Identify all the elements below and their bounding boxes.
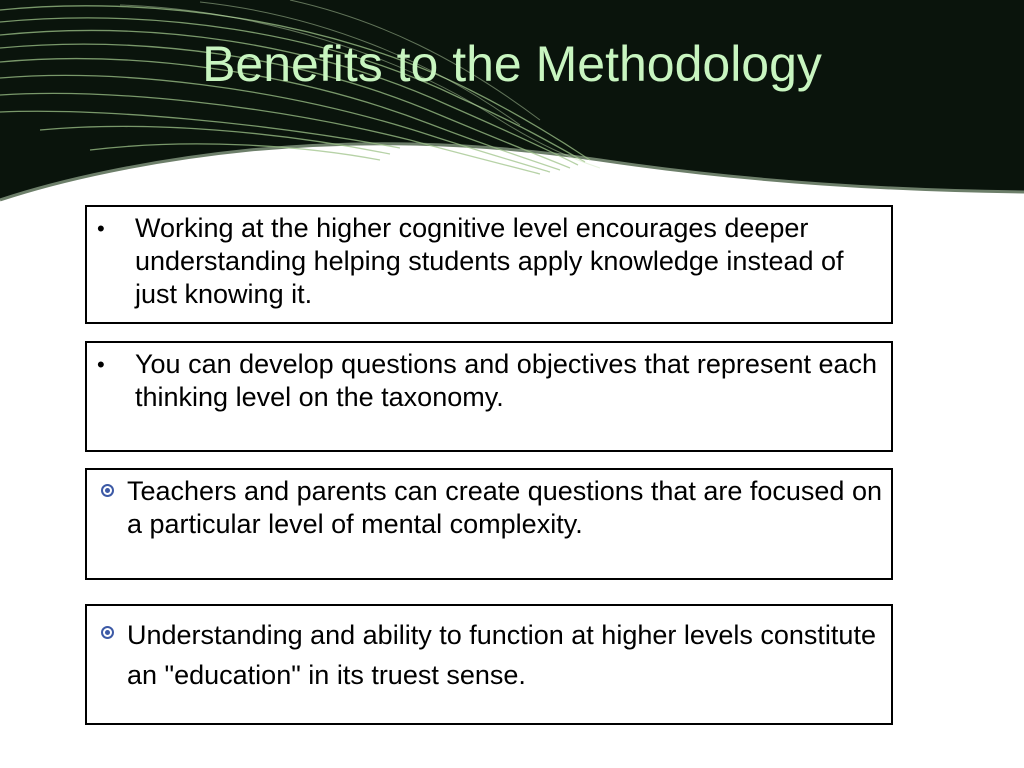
benefit-box-4 [85,604,893,725]
benefit-text-1: Working at the higher cognitive level encourages deeper understanding helping students apply knowledge instead of just knowing it. [135,213,844,309]
benefit-box-3 [85,468,893,580]
ring-bullet-icon [101,484,114,497]
bullet-dot: • [97,216,105,241]
benefit-text-2: You can develop questions and objectives that represent each thinking level on the taxonomy. [135,349,878,412]
benefit-text-4: Understanding and ability to function at higher levels constitute an "education" in its truest sense. [127,620,876,690]
benefit-text-3: Teachers and parents can create questions that are focused on a particular level of mental complexity. [127,476,882,539]
ring-bullet-icon [101,626,114,639]
benefit-box-1 [85,205,893,324]
slide-title: Benefits to the Methodology [202,36,822,92]
slide-header [0,0,1024,210]
benefit-box-2 [85,341,893,452]
bullet-dot: • [97,352,105,377]
